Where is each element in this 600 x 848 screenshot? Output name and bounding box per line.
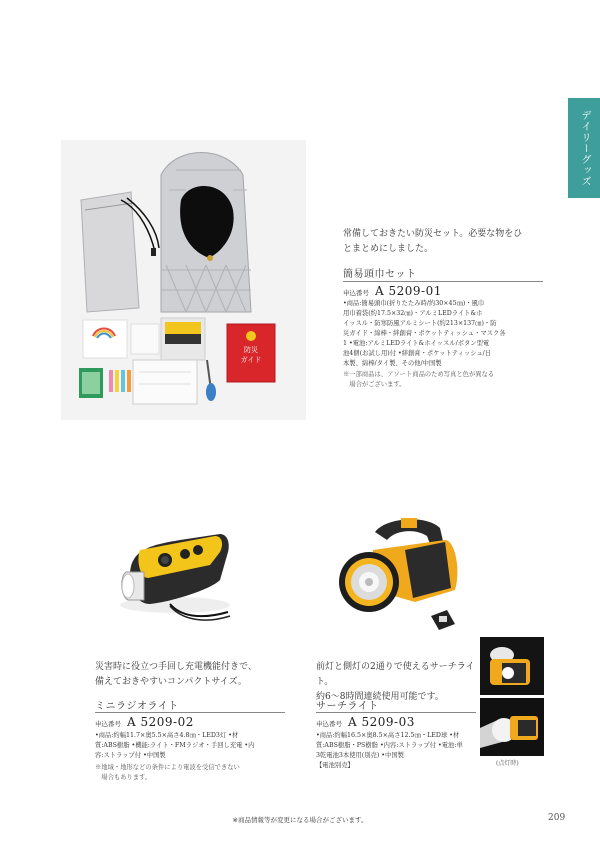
product-code: A 5209-03: [348, 715, 415, 729]
code-label: 申込番号: [343, 289, 369, 297]
code-label: 申込番号: [95, 720, 121, 728]
category-tab[interactable]: [568, 98, 600, 198]
svg-text:防災: 防災: [244, 346, 258, 354]
lit-light-illustration: [480, 698, 544, 756]
quilted-hood: [161, 153, 251, 313]
hood-set-lead: [343, 227, 543, 257]
search-light-lit-inset-1: [480, 637, 544, 695]
product-code: A 5209-01: [375, 284, 442, 298]
desc-line: •商品:簡易頭巾(折りたたみ時/約30×45㎝)・風巾: [343, 300, 485, 307]
search-light-title: サーチライト: [316, 701, 379, 712]
desc-line: 3乾電池3本使用(別売) •中国製: [316, 752, 404, 759]
mini-radio-code-row: [95, 715, 194, 729]
desc-line: 質:ABS樹脂・PS樹脂 •内容:ストラップ付 •電池:単: [316, 742, 463, 749]
lit-light-illustration: [480, 637, 544, 695]
mini-radio-lead: [95, 660, 305, 690]
inset-caption: (点灯時): [496, 760, 519, 767]
code-label: 申込番号: [316, 720, 342, 728]
lead-line: 常備しておきたい防災セット。必要な物をひ: [343, 229, 523, 239]
note-line: ※地域・地形などの条件により電波を受信できない: [95, 764, 240, 771]
desc-line: 用巾着袋(約17.5×32㎝)・アルミLEDライト&ホ: [343, 310, 483, 317]
lead-line: 約6～8時間連続使用可能です。: [316, 692, 444, 702]
mini-radio-title: ミニラジオライト: [95, 701, 179, 712]
search-light-description: [316, 731, 486, 771]
title-divider: [343, 281, 543, 282]
page-number: 209: [548, 813, 566, 823]
mini-radio-note: [95, 763, 295, 783]
search-light-lit-inset-2: [480, 698, 544, 756]
desc-line: 池4個(お試し用)付 •絆創膏・ポケットティッシュ/日: [343, 350, 492, 357]
desc-line: •商品:約幅11.7×奥5.5×高さ4.8㎝・LED3灯 •材: [95, 732, 239, 739]
hood-set-description: [343, 299, 548, 369]
note-line: 場合がございます。: [343, 381, 406, 388]
lead-line: 備えておきやすいコンパクトサイズ。: [95, 677, 247, 687]
svg-text:ガイド: ガイド: [240, 356, 262, 364]
mini-radio-light-photo: [110, 520, 240, 630]
desc-line: イッスル・防寒防風アルミシート(約213×137㎝)・防: [343, 320, 497, 327]
product-code: A 5209-02: [127, 715, 194, 729]
desc-line: 容:ストラップ付 •中国製: [95, 752, 166, 759]
search-light-photo: [335, 510, 470, 635]
category-tab-label: デイリーグッズ: [579, 110, 590, 187]
title-divider: [95, 712, 285, 713]
mini-radio-light-illustration: [110, 520, 240, 630]
hood-set-illustration: [61, 140, 306, 420]
mini-radio-description: [95, 731, 295, 761]
title-divider: [316, 712, 476, 713]
lead-line: 前灯と側灯の2通りで使えるサーチライト。: [316, 662, 475, 687]
desc-line: 1 •電池:アルミLEDライト&ホイッスル/ボタン型電: [343, 340, 490, 347]
hood-set-title: 簡易頭巾セット: [343, 269, 417, 280]
search-light-code-row: [316, 715, 415, 729]
hood-set-note: [343, 370, 548, 390]
desc-line: 【電池別売】: [316, 762, 354, 769]
hood-set-photo: [61, 140, 306, 420]
desc-line: 災ガイド・綿棒・絆創膏・ポケットティッシュ・マスク各: [343, 330, 506, 337]
note-line: 場合もあります。: [95, 774, 152, 781]
note-line: ※一部商品は、アソート商品のため写真と色が異なる: [343, 371, 495, 378]
desc-line: 質:ABS樹脂 •機能:ライト・FMラジオ・手回し充電 •内: [95, 742, 255, 749]
desc-line: •商品:約幅16.5×奥8.5×高さ12.5㎝・LED球 •材: [316, 732, 460, 739]
lead-line: 災害時に役立つ手回し充電機能付きで、: [95, 662, 257, 672]
hood-set-code-row: [343, 284, 442, 298]
search-light-illustration: [335, 510, 470, 635]
lead-line: とまとめにしました。: [343, 244, 434, 254]
footer-notice: ※商品情報等が変更になる場合がございます。: [232, 816, 368, 824]
desc-line: 本製、綿棒/タイ製、その他/中国製: [343, 360, 442, 367]
